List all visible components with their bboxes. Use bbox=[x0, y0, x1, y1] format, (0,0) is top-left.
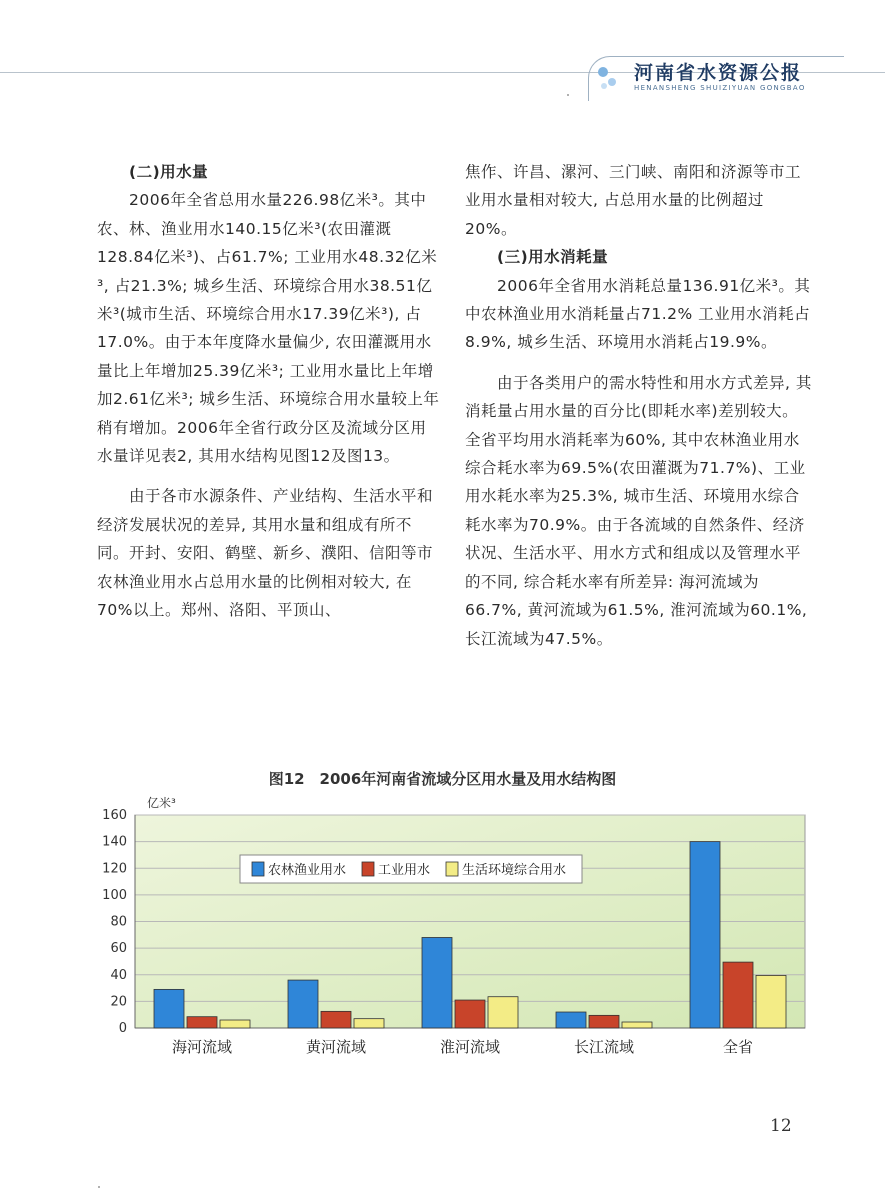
water-drop-icon bbox=[596, 62, 618, 92]
x-tick-label: 海河流域 bbox=[171, 1038, 233, 1056]
x-tick-label: 黄河流域 bbox=[305, 1038, 367, 1056]
legend-swatch bbox=[362, 862, 374, 876]
left-column bbox=[97, 158, 440, 625]
bar bbox=[288, 980, 318, 1028]
y-tick-label: 100 bbox=[102, 887, 127, 903]
bar bbox=[756, 975, 786, 1028]
y-tick-label: 20 bbox=[110, 994, 127, 1010]
section-heading-water-use: (二)用水量 bbox=[129, 163, 209, 181]
paragraph-consumption-rate: 由于各类用户的需水特性和用水方式差异, 其消耗量占用水量的百分比(即耗水率)差别较大。全省平均用水消耗率为60%, 其中农林渔业用水综合耗水率为69.5%(农田灌溉为71.7%)、工业用水耗水率为25.3%, 城市生活、环境用水综合耗水率为70.9%。由于各流域的自然条件、经济状况、生活水平、用水方式和组成以及管理水平的不同, 综合耗水率有所差异: 海河流域为66.7%, 黄河流域为61.5%, 淮河流域为60.1%, 长江流域为47.5%。 bbox=[465, 373, 812, 648]
x-tick-label: 淮河流域 bbox=[439, 1038, 501, 1056]
scan-speck bbox=[567, 94, 569, 96]
y-axis-unit-label: 亿米³ bbox=[147, 796, 176, 810]
y-tick-label: 140 bbox=[102, 834, 127, 850]
figure-title: 图12 2006年河南省流域分区用水量及用水结构图 bbox=[268, 770, 617, 788]
legend-swatch bbox=[252, 862, 264, 876]
bar bbox=[622, 1022, 652, 1028]
page-number: 12 bbox=[770, 1116, 792, 1136]
bar bbox=[690, 842, 720, 1028]
chart-legend bbox=[240, 855, 582, 883]
y-tick-label: 160 bbox=[102, 808, 127, 823]
paragraph-water-use-total: 2006年全省总用水量226.98亿米³。其中农、林、渔业用水140.15亿米³(农田灌溉128.84亿米³)、占61.7%; 工业用水48.32亿米³, 占21.3%; 城乡生活、环境综合用水38.51亿米³(城市生活、环境综合用水17.39亿米³), 占17.0%。由于本年度降水量偏少, 农田灌溉用水量比上年增加25.39亿米³; 工业用水量比上年增加2.61亿米³; 城乡生活、环境综合用水量较上年稍有增加。2006年全省行政分区及流域分区用水量详见表2, 其用水结构见图12及图13。 bbox=[97, 191, 440, 466]
legend-swatch bbox=[446, 862, 458, 876]
legend-label: 工业用水 bbox=[378, 863, 431, 878]
bar bbox=[187, 1017, 217, 1028]
header-subtitle: HENANSHENG SHUIZIYUAN GONGBAO bbox=[634, 84, 806, 92]
bar bbox=[220, 1020, 250, 1028]
paragraph-consumption-total: 2006年全省用水消耗总量136.91亿米³。其中农林渔业用水消耗量占71.2% 工业用水消耗占8.9%, 城乡生活、环境用水消耗占19.9%。 bbox=[465, 276, 811, 352]
bar bbox=[556, 1012, 586, 1028]
scan-speck bbox=[98, 1186, 100, 1188]
y-tick-label: 60 bbox=[110, 941, 127, 957]
bar bbox=[354, 1019, 384, 1028]
right-column bbox=[465, 158, 813, 653]
y-tick-label: 40 bbox=[110, 967, 127, 983]
bar bbox=[422, 937, 452, 1028]
bar bbox=[589, 1015, 619, 1028]
bar bbox=[321, 1011, 351, 1028]
section-heading-consumption: (三)用水消耗量 bbox=[497, 248, 609, 267]
legend-label: 生活环境综合用水 bbox=[462, 863, 567, 878]
x-tick-label: 全省 bbox=[722, 1038, 754, 1056]
x-tick-label: 长江流域 bbox=[573, 1038, 635, 1056]
paragraph-continued: 焦作、许昌、漯河、三门峡、南阳和济源等市工业用水量相对较大, 占总用水量的比例超过20%。 bbox=[465, 163, 802, 238]
water-use-bar-chart bbox=[90, 792, 810, 1062]
y-tick-label: 80 bbox=[110, 914, 127, 930]
bar bbox=[488, 997, 518, 1028]
y-tick-label: 120 bbox=[102, 861, 127, 877]
bar bbox=[154, 989, 184, 1028]
paragraph-water-use-cities: 由于各市水源条件、产业结构、生活水平和经济发展状况的差异, 其用水量和组成有所不同。开封、安阳、鹤壁、新乡、濮阳、信阳等市农林渔业用水占总用水量的比例相对较大, 在70%以上。郑州、洛阳、平顶山、 bbox=[97, 487, 434, 620]
page-header bbox=[0, 0, 885, 110]
bar bbox=[723, 962, 753, 1028]
bar bbox=[455, 1000, 485, 1028]
legend-label: 农林渔业用水 bbox=[268, 863, 347, 878]
y-tick-label: 0 bbox=[118, 1021, 127, 1036]
header-title: 河南省水资源公报 bbox=[634, 62, 803, 84]
